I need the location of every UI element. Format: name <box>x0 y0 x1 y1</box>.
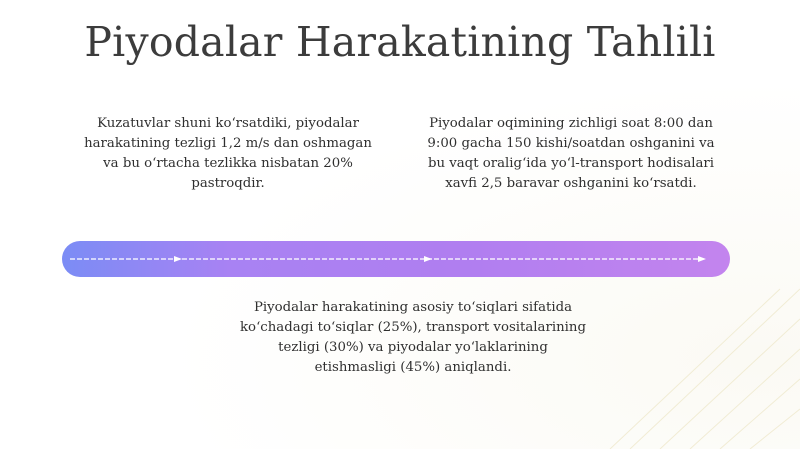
slide-title: Piyodalar Harakatining Tahlili <box>84 18 716 66</box>
timeline-bar <box>62 241 730 277</box>
point-walking-speed: Kuzatuvlar shuni ko‘rsatdiki, piyodalar harakatining tezligi 1,2 m/s dan oshmagan va bu o‘rtacha tezlikka nisbatan 20% pastroqdir. <box>84 116 372 191</box>
point-obstacles: Piyodalar harakatining asosiy to‘siqlari sifatida ko‘chadagi to‘siqlar (25%), transport vositalarining tezligi (30%) va piyodalar yo‘laklarining etishmasligi (45%) aniqlandi. <box>240 300 586 375</box>
point-flow-density: Piyodalar oqimining zichligi soat 8:00 dan 9:00 gacha 150 kishi/soatdan oshganini va bu vaqt oralig‘ida yo‘l-transport hodisalari xavfi 2,5 baravar oshganini ko‘rsatdi. <box>427 116 715 191</box>
